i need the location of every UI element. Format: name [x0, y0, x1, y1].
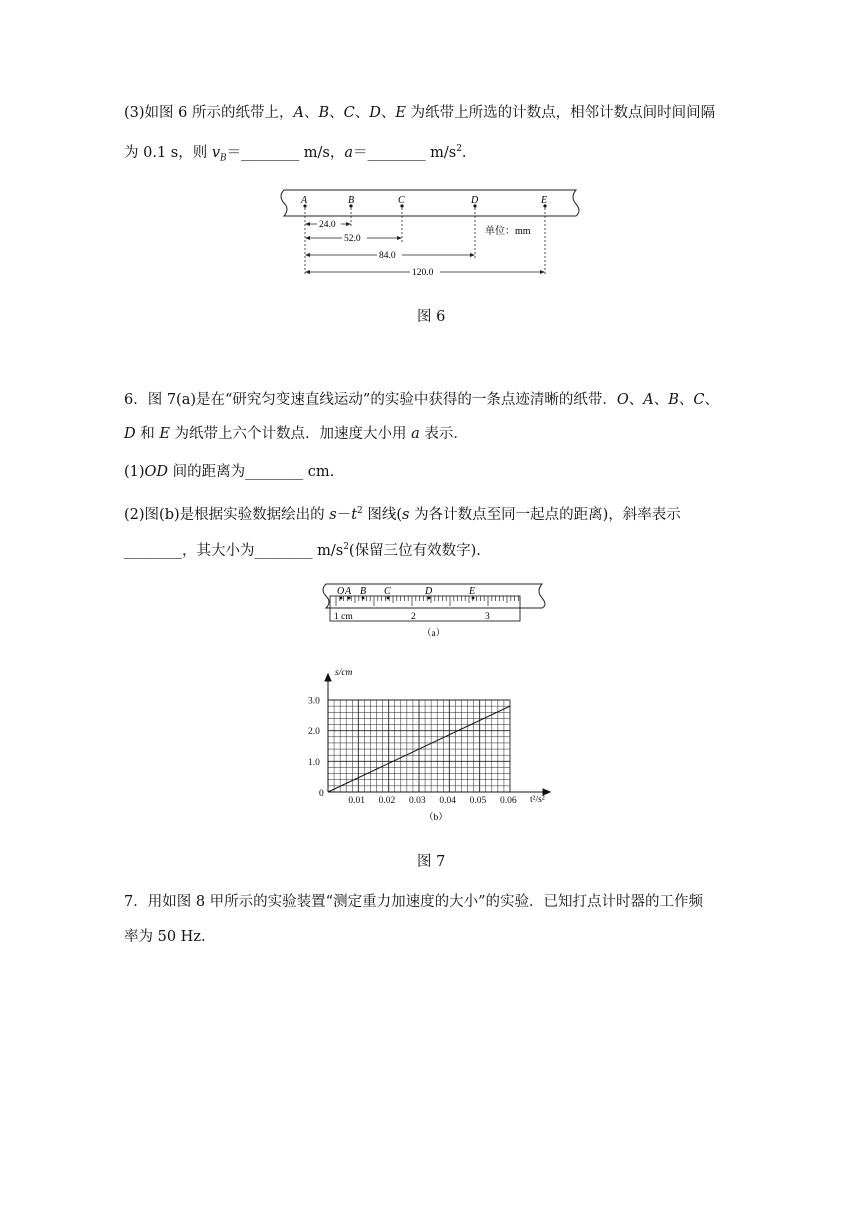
dim-label-ac: 52.0: [344, 234, 361, 244]
q6-part1: (1)OD 间的距离为________ cm.: [124, 464, 335, 480]
svg-text:B: B: [348, 195, 355, 206]
x-tick-label: 0.05: [469, 796, 487, 806]
svg-text:O: O: [337, 586, 345, 597]
svg-text:C: C: [384, 586, 391, 597]
svg-text:A: A: [301, 195, 308, 206]
figure-7a-caption: （a）: [422, 629, 446, 639]
svg-text:B: B: [360, 586, 367, 597]
ruler-label-3: 3: [485, 612, 490, 622]
figure-7a-tape: [318, 580, 550, 646]
svg-text:E: E: [469, 586, 476, 597]
unit-label: 单位：mm: [485, 226, 531, 237]
y-tick-label: 3.0: [308, 696, 320, 707]
svg-text:C: C: [398, 195, 405, 206]
figure-6-caption: 图 6: [417, 309, 446, 325]
y-tick-label: 2.0: [308, 727, 320, 738]
q7-line1: 7．用如图 8 甲所示的实验装置“测定重力加速度的大小”的实验．已知打点计时器的工作频: [124, 894, 703, 910]
tape-point-e: [540, 195, 547, 208]
svg-text:D: D: [425, 586, 433, 597]
tape-point-b: [348, 195, 354, 208]
q6-part2-line1: (2)图(b)是根据实验数据绘出的 $s-t^2$ 图线(s 为各计数点至同一起点的距离)，斜率表示: [124, 506, 681, 523]
figure-7-caption: 图 7: [417, 854, 446, 870]
x-tick-label: 0.04: [439, 796, 456, 806]
dim-label-ae: 120.0: [412, 268, 434, 278]
x-axis-label: t²/s²: [530, 795, 545, 805]
q5-part3-line1: (3)如图 6 所示的纸带上，A、B、C、D、E 为纸带上所选的计数点，相邻计数点间时间间隔: [124, 105, 716, 121]
x-tick-label: 0.02: [378, 796, 396, 806]
q6-line1: 6．图 7(a)是在“研究匀变速直线运动”的实验中获得的一条点迹清晰的纸带．O、A、B、C、: [124, 392, 719, 408]
q6-line2: D 和 E 为纸带上六个计数点．加速度大小用 a 表示．: [124, 426, 468, 442]
q7-line2: 率为 50 Hz.: [124, 929, 206, 945]
dim-label-ab: 24.0: [319, 220, 336, 230]
x-tick-label: 0.03: [409, 796, 426, 806]
ruler-label-1cm: 1 cm: [334, 612, 353, 622]
dim-label-ad: 84.0: [379, 251, 396, 261]
x-tick-label: 0.06: [500, 796, 517, 806]
svg-text:A: A: [345, 586, 352, 597]
tape-point-a: [300, 195, 308, 208]
q6-part2-line2: ________，其大小为________ $m/s^2$(保留三位有效数字).: [124, 542, 481, 559]
figure-7b-caption: （b）: [424, 813, 448, 823]
tape7-point-d: [424, 586, 433, 599]
tape7-point-o: [337, 586, 344, 599]
tape7-point-b: [360, 586, 366, 599]
ruler-label-2: 2: [411, 612, 416, 622]
q5-part3-line2: 为 0.1 s，则 $v_B=\_\_\_\_\_\_\_\_$ m/s，a＝________ $m/s^2$.: [124, 144, 467, 164]
svg-text:E: E: [541, 195, 548, 206]
y-axis-label: s/cm: [335, 668, 353, 678]
chart-grid: [328, 700, 510, 792]
tape7-point-a: [344, 586, 352, 599]
origin-label: 0: [319, 789, 324, 799]
tape7-point-c: [384, 586, 391, 599]
svg-text:D: D: [471, 195, 479, 206]
tape-point-c: [398, 195, 405, 208]
figure-7b-chart: [300, 660, 570, 828]
x-tick-label: 0.01: [348, 796, 365, 806]
tape-point-d: [470, 195, 479, 208]
figure-6-tape: [270, 186, 590, 286]
y-tick-label: 1.0: [308, 757, 320, 768]
